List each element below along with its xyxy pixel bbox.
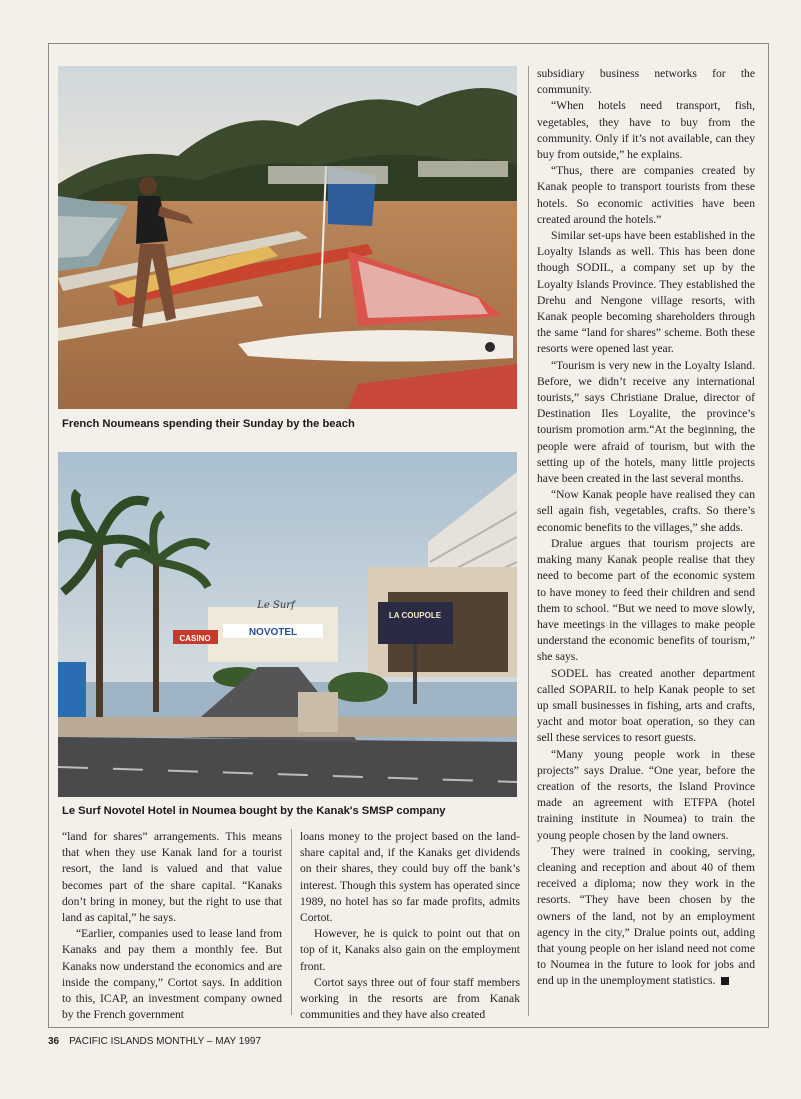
article-paragraph: Cortot says three out of four staff members working in the resorts are from Kanak communities and they have also created [300,975,520,1022]
article-paragraph: loans money to the project based on the land-share capital and, if the Kanaks get dividends on their shares, they could buy off the bank’s interest. Though this system has operated since 1989, no hotel has so far made profits, admits Cortot. [300,830,520,925]
article-paragraph: “Many young people work in these projects” says Dralue. “One year, before the creation of the resorts, the Island Province made an agreement with ETFPA (hotel training institute in Noumea) to train the young people chosen by the land owners. [537,747,755,842]
article-paragraph: “Thus, there are companies created by Kanak people to transport tourists from these hotels. So economic activities have been created around the hotels.” [537,164,755,226]
column-rule [528,66,529,1016]
hotel-photo [58,452,517,797]
page-number: 36 [48,1036,60,1047]
page-footer [48,1036,261,1047]
article-paragraph: SODEL has created another department called SOPARIL to help Kanak people to set up small businesses in fishing, arts and crafts, yacht and motor boat operation, so they can sell these services to resort guests. [537,666,755,745]
la-coupole-sign: LA COUPOLE [388,611,442,620]
article-paragraph-text: They were trained in cooking, serving, cleaning and reception and about 40 of them received a diploma; now they work in the resorts. “They have been chosen by the owners of the land, not by an employment agency in the city,” Dralue points out, adding that young people on her island need not come to Noumea in the future to look for jobs and end up in the unemployment statistics. [537,844,755,988]
article-paragraph: Similar set-ups have been established in the Loyalty Islands as well. This has been done though SODIL, a company set up by the Loyalty Islands Province. They established the Drehu and Nengone village resorts, with Kanak people becoming shareholders through the same “land for shares” scheme. Both these resorts were opened last year. [537,229,755,356]
casino-sign: CASINO [179,634,211,643]
end-of-article-icon [721,977,729,985]
column-rule [291,829,292,1015]
article-paragraph: “land for shares” arrangements. This means that when they use Kanak land for a tourist resort, the land is valued and that value becomes part of the share capital. “Kanaks don’t bring in money, but the right to use that land as capital,” he says. [62,830,282,925]
article-paragraph: “When hotels need transport, fish, vegetables, they have to buy from the community. Only if it’s not available, can they buy from outside,” he explains. [537,99,755,162]
article-paragraph: subsidiary business networks for the community. [537,67,755,97]
article-paragraph: “Earlier, companies used to lease land from Kanaks and pay them a monthly fee. But Kanaks now understand the economics and are inside the company,” Cortot says. In addition to this, ICAP, an investment company owned by the French government [62,927,282,1022]
beach-photo-caption: French Noumeans spending their Sunday by the beach [62,418,355,430]
article-paragraph: “Tourism is very new in the Loyalty Island. Before, we didn’t receive any international tourists,” says Christiane Dralue, director of Destination Iles Loyalite, the province’s tourism promotion arm.“At the beginning, the people were afraid of tourism, but with the setting up of the hotels, many little projects have been created in the last several months. [537,358,755,486]
publication-line: PACIFIC ISLANDS MONTHLY – MAY 1997 [69,1036,262,1047]
article-column-3 [537,66,755,990]
article-paragraph: However, he is quick to point out that on top of it, Kanaks also gain on the employment front. [300,927,520,973]
novotel-sign: NOVOTEL [248,627,298,638]
article-paragraph: Dralue argues that tourism projects are making many Kanak people realise that they need to become part of the economic system to have money to feed their children and send them to school. “But we need to move slowly, have meetings in the villages to make people understand the economic benefits of tourism,” she says. [537,536,755,664]
article-column-2 [300,829,520,1023]
article-paragraph-final [537,844,755,990]
beach-photo [58,66,517,409]
article-column-1 [62,829,282,1023]
le-surf-sign: Le Surf [257,600,295,611]
hotel-photo-caption: Le Surf Novotel Hotel in Noumea bought by the Kanak's SMSP company [62,805,446,817]
article-paragraph: “Now Kanak people have realised they can sell again fish, vegetables, crafts. So there’s economic benefits to the villages,” she adds. [537,488,755,534]
